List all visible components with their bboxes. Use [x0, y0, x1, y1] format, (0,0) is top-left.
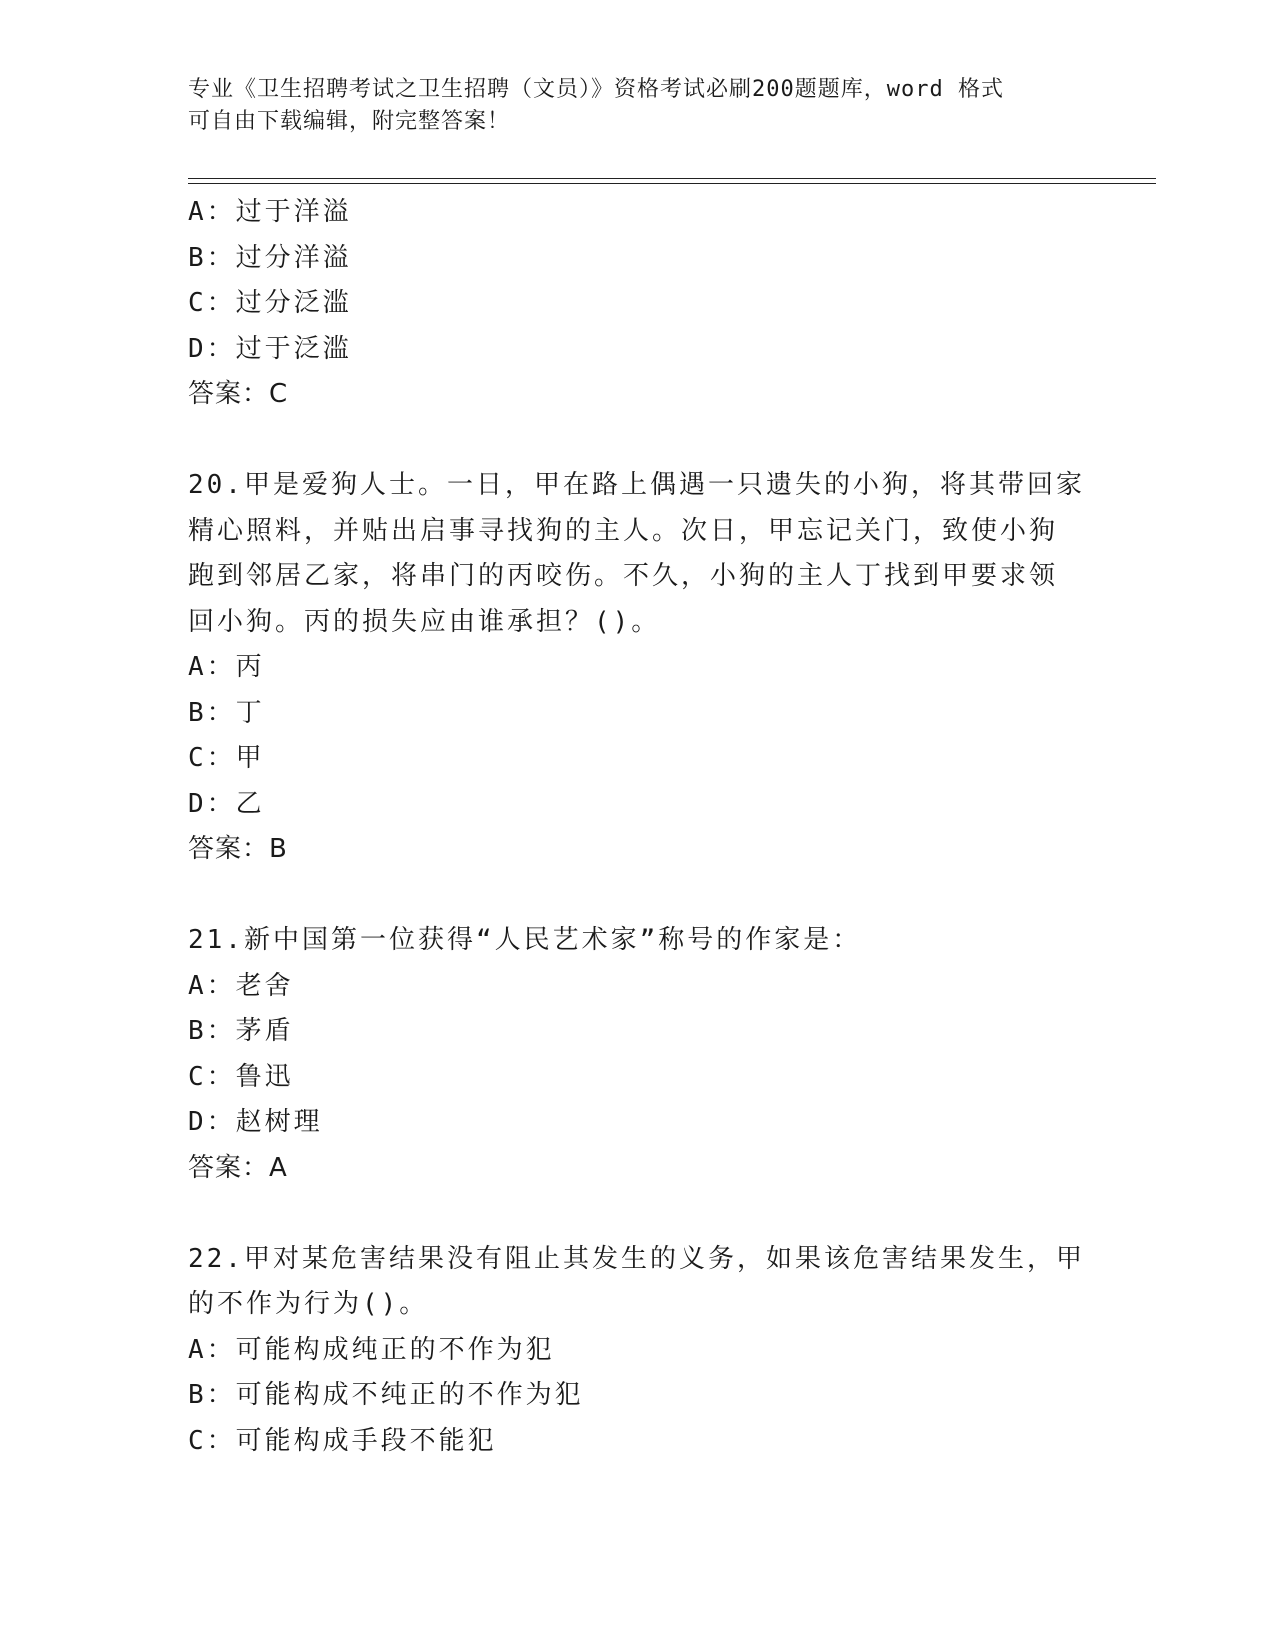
- option-b: B：丁: [188, 697, 265, 728]
- spacer: [188, 873, 1088, 919]
- option-b: B：过分洋溢: [188, 242, 352, 273]
- answer-label: 答案：A: [188, 1152, 288, 1183]
- question-text-line: 20.甲是爱狗人士。一日，甲在路上偶遇一只遗失的小狗，将其带回家: [188, 470, 1085, 500]
- option-d: D：赵树理: [188, 1107, 323, 1137]
- question-list: [188, 190, 1088, 1464]
- option-a: A：老舍: [188, 970, 294, 1001]
- header-title-line-2: 可自由下载编辑，附完整答案！: [188, 109, 511, 134]
- header-divider-top: [188, 178, 1156, 179]
- question-text-line: 22.甲对某危害结果没有阻止其发生的义务，如果该危害结果发生，甲: [188, 1243, 1085, 1274]
- option-a: A：可能构成纯正的不作为犯: [188, 1334, 555, 1365]
- answer-label: 答案：B: [188, 834, 288, 864]
- option-c: C：可能构成手段不能犯: [188, 1425, 497, 1456]
- option-d: D：过于泛滥: [188, 333, 352, 364]
- question-text-line: 21.新中国第一位获得“人民艺术家”称号的作家是：: [188, 925, 862, 955]
- option-b: B：可能构成不纯正的不作为犯: [188, 1380, 584, 1410]
- header-divider-bottom: [188, 183, 1156, 184]
- question-text-line: 回小狗。丙的损失应由谁承担？()。: [188, 606, 661, 637]
- option-a: A：过于洋溢: [188, 197, 352, 227]
- question-text-line: 的不作为行为()。: [188, 1289, 429, 1319]
- header-title-line-1: 专业《卫生招聘考试之卫生招聘（文员）》资格考试必刷200题题库，word 格式: [188, 77, 1004, 102]
- option-c: C：甲: [188, 743, 265, 773]
- option-d: D：乙: [188, 788, 265, 819]
- document-header: [188, 74, 1088, 138]
- question-block-21: [188, 918, 1088, 1191]
- option-b: B：茅盾: [188, 1016, 294, 1046]
- spacer: [188, 1191, 1088, 1237]
- answer-label: 答案：C: [188, 379, 289, 409]
- option-a: A：丙: [188, 652, 265, 682]
- spacer: [188, 418, 1088, 464]
- option-c: C：鲁迅: [188, 1061, 294, 1092]
- question-block-22: [188, 1237, 1088, 1465]
- question-block-prev: [188, 190, 1088, 418]
- question-block-20: [188, 463, 1088, 873]
- option-c: C：过分泛滥: [188, 288, 352, 318]
- question-text-line: 精心照料，并贴出启事寻找狗的主人。次日，甲忘记关门，致使小狗: [188, 515, 1059, 546]
- question-text-line: 跑到邻居乙家，将串门的丙咬伤。不久，小狗的主人丁找到甲要求领: [188, 561, 1059, 591]
